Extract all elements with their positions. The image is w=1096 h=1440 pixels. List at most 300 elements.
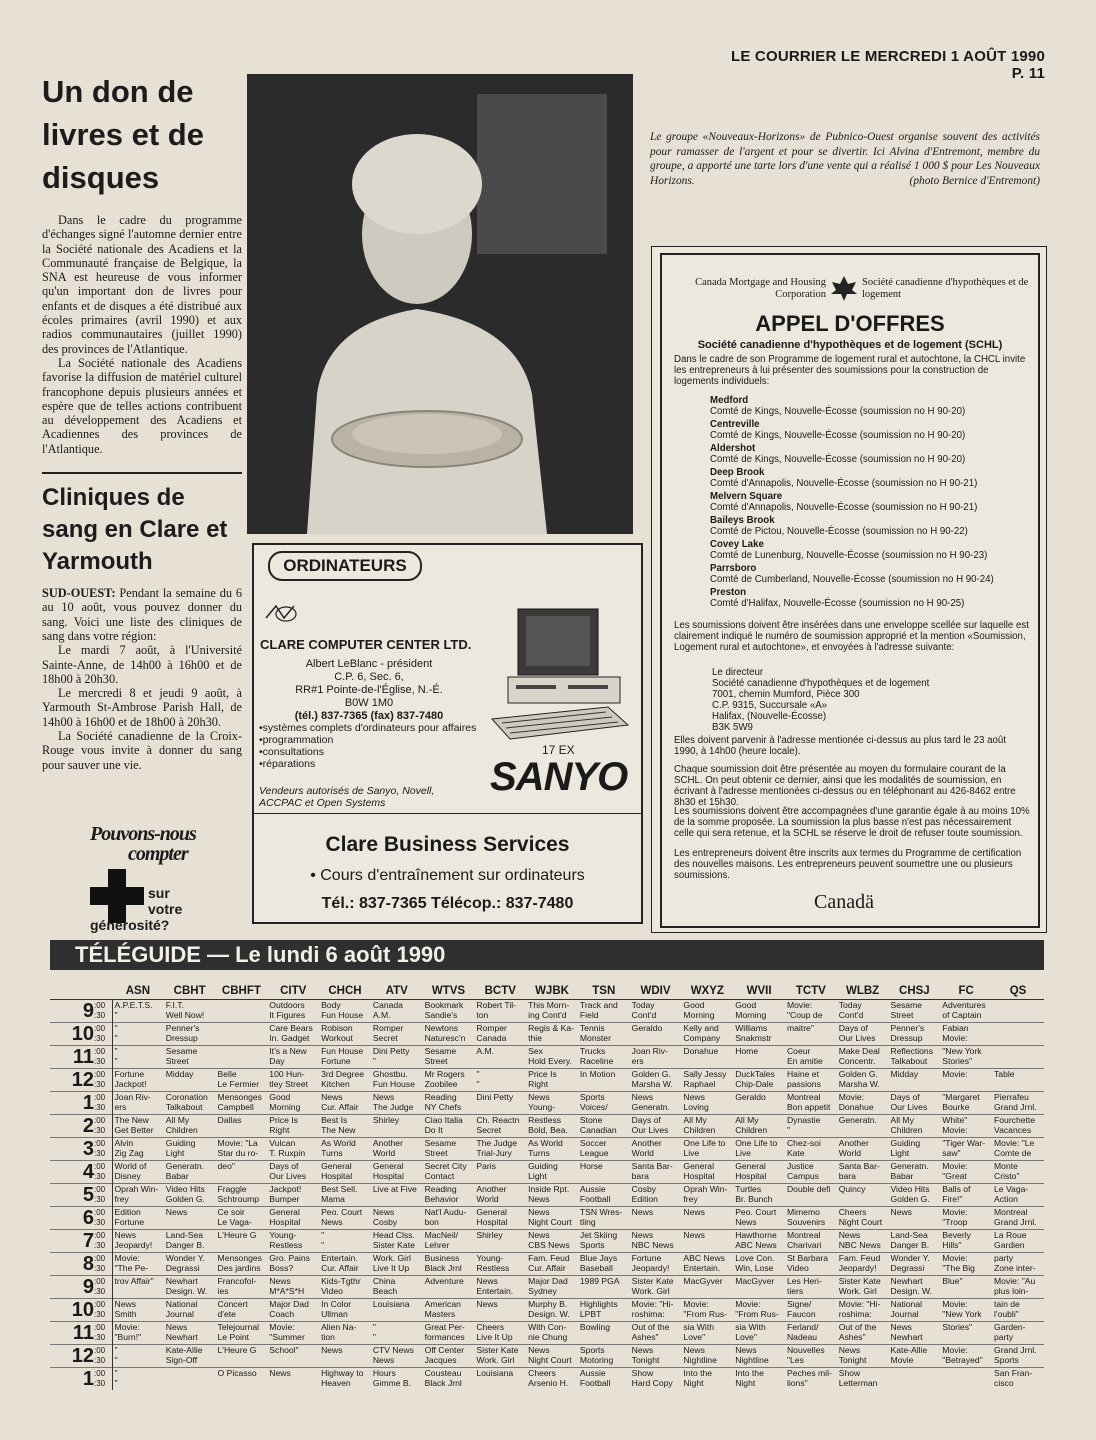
program-00: 100 Hun- [269,1069,305,1079]
program-30: tiers [786,1285,804,1296]
program-30: Coach [269,1308,295,1319]
teleguide-banner [50,940,1044,970]
program-00: Sex [528,1046,543,1056]
program-00: Mimemo [786,1207,820,1217]
program-30: Restless [269,1239,303,1250]
service-item: •systèmes complets d'ordinateurs pour affaires [259,722,477,734]
program-cell [992,1276,1044,1299]
canada-wordmark: Canadä [814,891,874,913]
program-cell [837,1138,889,1161]
cmhc-name-fr: Société canadienne d'hypothèques et de logement [862,277,1029,300]
program-00: News [631,1207,654,1217]
address-line: Albert LeBlanc - président [305,658,433,670]
program-30: Action [994,1193,1018,1204]
program-cell [681,1161,733,1184]
time-slot-row [50,1299,1044,1322]
program-30: Fortune [321,1055,351,1066]
program-cell [112,1138,164,1161]
program-30: Light [890,1147,910,1158]
program-30: Golden G. [890,1193,930,1204]
program-00: Monte [994,1161,1018,1171]
program-cell [112,1322,164,1345]
program-30: Do It [424,1124,443,1135]
program-cell [474,1000,526,1023]
program-30: Bold, Bea. [528,1124,568,1135]
program-00: Cheers [838,1207,867,1217]
article-blood-p2: Le mardi 7 août, à l'Université Sainte-Anne, de 14h00 à 16h00 et de 18h00 à 20h30. [42,643,242,686]
program-cell [423,1322,475,1345]
program-30: Cur. Affair [528,1262,566,1273]
time-minutes: :00 :30 [94,1001,106,1020]
program-00: Sports [579,1092,605,1102]
program-30: Bourke [942,1101,970,1112]
program-30: party [994,1331,1014,1342]
program-30: Behavior [424,1193,459,1204]
program-cell [474,1253,526,1276]
program-cell [371,1161,423,1184]
program-30: Our Lives [631,1124,669,1135]
program-00: Movie: [735,1299,761,1309]
program-00: Sesame [165,1046,198,1056]
program-00: News [683,1092,705,1102]
program-cell [112,1046,164,1069]
article-blood-p4: La Société canadienne de la Croix-Rouge vous invite à donner du sang pour sauver une vie. [42,729,242,772]
program-00: General [735,1161,766,1171]
program-cell [785,1207,837,1230]
program-30: In Motion [579,1069,616,1079]
program-00: Show [631,1368,654,1378]
program-cell [578,1023,630,1046]
program-cell [164,1230,216,1253]
program-30: Nightline [735,1354,769,1365]
program-30: Dressup [890,1032,923,1043]
program-cell [785,1115,837,1138]
program-cell [733,1138,785,1161]
program-cell [940,1161,992,1184]
program-30: Movie: [942,1032,968,1043]
time-slot-row [50,1092,1044,1115]
program-cell [630,1069,682,1092]
program-30: Fortune [114,1216,145,1227]
program-30: Young- [528,1101,556,1112]
program-00: Good [735,1000,757,1010]
program-cell [888,1299,940,1322]
program-30: Children [890,1124,923,1135]
program-cell [837,1322,889,1345]
program-00: Movie: [786,1000,813,1010]
program-cell [785,1368,837,1391]
program-cell [785,1230,837,1253]
program-30: Baseball [579,1262,613,1273]
program-30: League [579,1147,609,1158]
time-hour: 10 [71,1299,94,1321]
program-30: Hospital [372,1170,404,1181]
program-cell [578,1184,630,1207]
program-cell [164,1161,216,1184]
program-cell [681,1253,733,1276]
program-cell [733,1184,785,1207]
program-cell [992,1161,1044,1184]
program-00: Reflections [890,1046,933,1056]
program-cell [785,1069,837,1092]
program-00: Into the [683,1368,713,1378]
program-30: "From Rus- [735,1308,779,1319]
computer-icon [488,607,633,742]
article-blood-p1: Pendant la semaine du 6 au 10 août, vous pouvez donner du sang. Voici une liste des cliniques de sang dans votre région: [42,586,242,643]
program-cell [164,1322,216,1345]
program-00: Blue" [942,1276,963,1286]
location-name: Baileys Brook [710,515,775,526]
sanyo-logo: SANYO [490,755,628,799]
program-cell [267,1230,319,1253]
program-00: News [321,1345,343,1355]
program-cell [992,1368,1044,1391]
program-00: Cheers [476,1322,505,1332]
program-cell [112,1115,164,1138]
program-00: Movie: "La [217,1138,258,1148]
address-line: Société canadienne d'hypothèques et de logement [712,678,930,689]
photo-woman-with-pie [247,74,633,534]
program-30: World [838,1147,862,1158]
program-00: Turtles [735,1184,762,1194]
program-cell [267,1345,319,1368]
program-00: Nat'l Audu- [424,1207,467,1217]
program-00: " [321,1230,325,1240]
program-00: Another [372,1138,403,1148]
program-00: All My [890,1115,914,1125]
program-cell [888,1276,940,1299]
program-00: Movie: [942,1161,968,1171]
program-00: " [114,1368,118,1378]
program-30: Night [683,1377,704,1388]
program-cell [164,1046,216,1069]
program-30: Double defi [786,1184,831,1194]
program-00: Mr Rogers [424,1069,465,1079]
program-cell [578,1115,630,1138]
program-30: Journal [890,1308,919,1319]
program-30: tion [321,1331,335,1342]
program-30: Talkabout [890,1055,928,1066]
time-slot [50,1046,112,1069]
program-30: "Troop [942,1216,968,1227]
program-00: Sister Kate [631,1276,674,1286]
computer-company-name: CLARE COMPUTER CENTER LTD. [260,637,472,652]
program-30: nie Chung [528,1331,568,1342]
program-30: Kitchen [321,1078,350,1089]
program-00: Tennis [579,1023,605,1033]
program-cell [423,1276,475,1299]
program-cell [630,1046,682,1069]
channel-header: WDIV [630,982,682,1000]
program-cell [164,1092,216,1115]
program-00: Movie: [114,1322,140,1332]
program-cell [888,1138,940,1161]
program-30: " [114,1354,118,1365]
program-30: ing Cont'd [528,1009,567,1020]
program-30: Generatn. [631,1101,670,1112]
program-00: Belle [217,1069,237,1079]
red-cross-slogan-3: sur [148,885,170,901]
program-00: Off Center [424,1345,465,1355]
appel-offres-intro: Dans le cadre de son Programme de logement rural et autochtone, la CHCL invite les entrepreneurs à lui présenter des soumissions pour la construction de logements individuels: [674,354,1026,387]
program-00: China [372,1276,396,1286]
program-00: Business [424,1253,460,1263]
program-00: Paris [476,1161,496,1171]
program-30: Entertain. [683,1262,721,1273]
program-cell [216,1276,268,1299]
program-00: School" [269,1345,299,1355]
program-00: Regis & Ka- [528,1023,574,1033]
program-00: Major Dad [269,1299,309,1309]
program-30: Night [735,1377,756,1388]
ad-ordinateurs [252,543,643,924]
program-cell [371,1115,423,1138]
program-cell [785,1092,837,1115]
program-30: Beach [372,1285,398,1296]
program-30: Children [165,1124,198,1135]
program-cell [526,1299,578,1322]
program-30: It Figures [269,1009,306,1020]
article-headline-books: Un don de livres et de disques [42,74,204,195]
program-00: Gro. Pains [269,1253,310,1263]
program-00: A.M. [476,1046,495,1056]
program-00: Out of the [631,1322,670,1332]
program-cell [216,1207,268,1230]
program-cell [371,1276,423,1299]
program-30: Fun House [321,1009,364,1020]
program-cell [940,1230,992,1253]
location-item [710,443,1030,465]
program-00: As World [321,1138,356,1148]
program-30: Work. Girl [631,1285,670,1296]
program-30: ies [217,1285,229,1296]
time-minutes: :00 :30 [94,1116,106,1135]
program-cell [992,1230,1044,1253]
address-line: B3K 5W9 [712,722,753,733]
program-cell [837,1000,889,1023]
ad-appel-offres-frame [660,253,1040,928]
program-00: Fam. Feud [528,1253,570,1263]
program-cell [940,1023,992,1046]
red-cross-ad [90,823,250,933]
program-00: News [735,1345,757,1355]
program-30: "The Pe- [114,1262,149,1273]
program-30: Jeopardy! [631,1262,670,1273]
program-30: NBC News [838,1239,881,1250]
program-30: Babar [165,1170,189,1181]
program-00: Sesame [424,1046,457,1056]
program-cell [371,1184,423,1207]
program-30: The New [321,1124,356,1135]
time-hour: 7 [82,1230,94,1252]
program-00: Stories" [942,1322,973,1332]
program-30: Video [786,1262,809,1273]
program-30: Jackpot! [114,1078,147,1089]
program-00: " [114,1046,118,1056]
program-00: Santa Bar- [838,1161,880,1171]
program-30: Tonight [838,1354,867,1365]
program-30: Charivari [786,1239,822,1250]
program-00: Shirley [372,1115,400,1125]
program-00: Adventures [942,1000,986,1010]
ad-appel-offres [651,246,1047,933]
program-30: Hills" [942,1239,962,1250]
location-name: Parrsboro [710,563,757,574]
program-cell [112,1023,164,1046]
program-cell [992,1322,1044,1345]
program-30: Company [683,1032,721,1043]
program-30: Cont'd [838,1009,864,1020]
program-cell [371,1138,423,1161]
program-cell [578,1161,630,1184]
ad-divider [254,813,641,814]
program-30: frey [683,1193,698,1204]
program-cell [474,1138,526,1161]
program-cell [888,1023,940,1046]
time-hour: 1 [82,1092,94,1114]
program-00: sia With [735,1322,766,1332]
program-30: Turns [528,1147,550,1158]
program-30: CBS News [528,1239,570,1250]
program-cell [785,1345,837,1368]
time-slot-row [50,1207,1044,1230]
program-30: Light [528,1170,547,1181]
program-cell [837,1368,889,1391]
program-00: General [269,1207,300,1217]
program-00: Ch. Reactn [476,1115,520,1125]
program-30: Br. Bunch [735,1193,773,1204]
program-cell [423,1000,475,1023]
program-00: Great Per- [424,1322,465,1332]
program-00: News [890,1322,912,1332]
program-00: Penner's [165,1023,200,1033]
program-30: Jeopardy! [114,1239,153,1250]
program-30: Morning [735,1009,767,1020]
program-00: Best Sell. [321,1184,358,1194]
location-detail: Comté de Kings, Nouvelle-Écosse (soumission no H 90-20) [710,406,966,417]
program-00: Oprah Win- [683,1184,728,1194]
program-30: Hospital [683,1170,715,1181]
program-30: Sign-Off [165,1354,198,1365]
program-30: "The Big [942,1262,975,1273]
program-30: 1989 PGA [579,1276,620,1286]
program-00: MacNeil/ [424,1230,459,1240]
program-30: News [528,1193,550,1204]
program-30: Canada [476,1032,507,1043]
program-00: Movie: "Hi- [838,1299,881,1309]
program-30: Comte de [994,1147,1032,1158]
program-cell [733,1322,785,1345]
program-00: The Judge [476,1138,517,1148]
program-00: Geraldo [735,1092,766,1102]
program-00: Movie: [683,1299,709,1309]
location-detail: Comté d'Halifax, Nouvelle-Écosse (soumission no H 90-25) [710,598,965,609]
program-cell [319,1207,371,1230]
program-00: The New [114,1115,149,1125]
program-cell [474,1276,526,1299]
program-cell [733,1161,785,1184]
program-30: "New York [942,1308,982,1319]
program-00: Donahue [683,1046,719,1056]
program-00: O Picasso [217,1368,257,1378]
program-30: Le Point [217,1331,250,1342]
location-name: Centreville [710,419,760,430]
program-00: " [476,1069,480,1079]
program-cell [578,1207,630,1230]
program-cell [267,1322,319,1345]
program-30: Golden G. [165,1193,205,1204]
program-00: Live at Five [372,1184,417,1194]
program-cell [630,1161,682,1184]
program-cell [267,1115,319,1138]
program-30: Work. Girl [838,1285,877,1296]
program-30: Zone inter- [994,1262,1036,1273]
program-cell [526,1023,578,1046]
program-30: " [372,1055,376,1066]
program-00: Montreal [786,1092,821,1102]
program-00: Stone [579,1115,603,1125]
program-00: Geraldo [631,1023,663,1033]
program-30: Win, Lose [735,1262,774,1273]
program-30: ers [114,1101,127,1112]
program-00: Video Hits [165,1184,205,1194]
program-00: Pierrafeu [994,1092,1029,1102]
program-cell [474,1069,526,1092]
program-30: l'oubli" [994,1308,1019,1319]
program-cell [630,1276,682,1299]
program-cell [630,1138,682,1161]
location-name: Medford [710,395,749,406]
time-hour: 4 [82,1161,94,1183]
appel-offres-subtitle: Société canadienne d'hypothèques et de logement (SCHL) [697,339,1003,351]
program-cell [216,1138,268,1161]
program-cell [681,1368,733,1391]
program-cell [526,1322,578,1345]
program-30: Nightline [683,1354,717,1365]
program-cell [630,1207,682,1230]
program-00: Days of [890,1092,920,1102]
program-cell [681,1046,733,1069]
program-cell [164,1299,216,1322]
program-00: DuckTales [735,1069,775,1079]
section-divider [42,472,242,474]
program-00: Les Heri- [786,1276,822,1286]
program-00: Cheers [528,1368,556,1378]
program-cell [630,1092,682,1115]
program-00: Horse [579,1161,603,1171]
time-hour: 2 [82,1115,94,1137]
program-cell [992,1184,1044,1207]
program-30: Trial-Jury [476,1147,512,1158]
program-00: Kate-Allie [165,1345,203,1355]
program-30: Sports [994,1354,1019,1365]
program-cell [216,1299,268,1322]
authorized-dealers: Vendeurs autorisés de Sanyo, Novell, ACCPAC et Open Systems [259,785,435,809]
program-cell [371,1069,423,1092]
program-00: Garden- [994,1322,1026,1332]
program-30: roshima: [631,1308,665,1319]
program-00: Soccer [579,1138,607,1148]
program-cell [940,1322,992,1345]
program-cell [526,1000,578,1023]
program-30: Cur. Affair [321,1262,359,1273]
program-00: Newhart [165,1276,198,1286]
time-minutes: :00 :30 [94,1346,106,1365]
program-30: News [372,1354,395,1365]
program-cell [888,1000,940,1023]
program-cell [681,1115,733,1138]
program-cell [423,1092,475,1115]
